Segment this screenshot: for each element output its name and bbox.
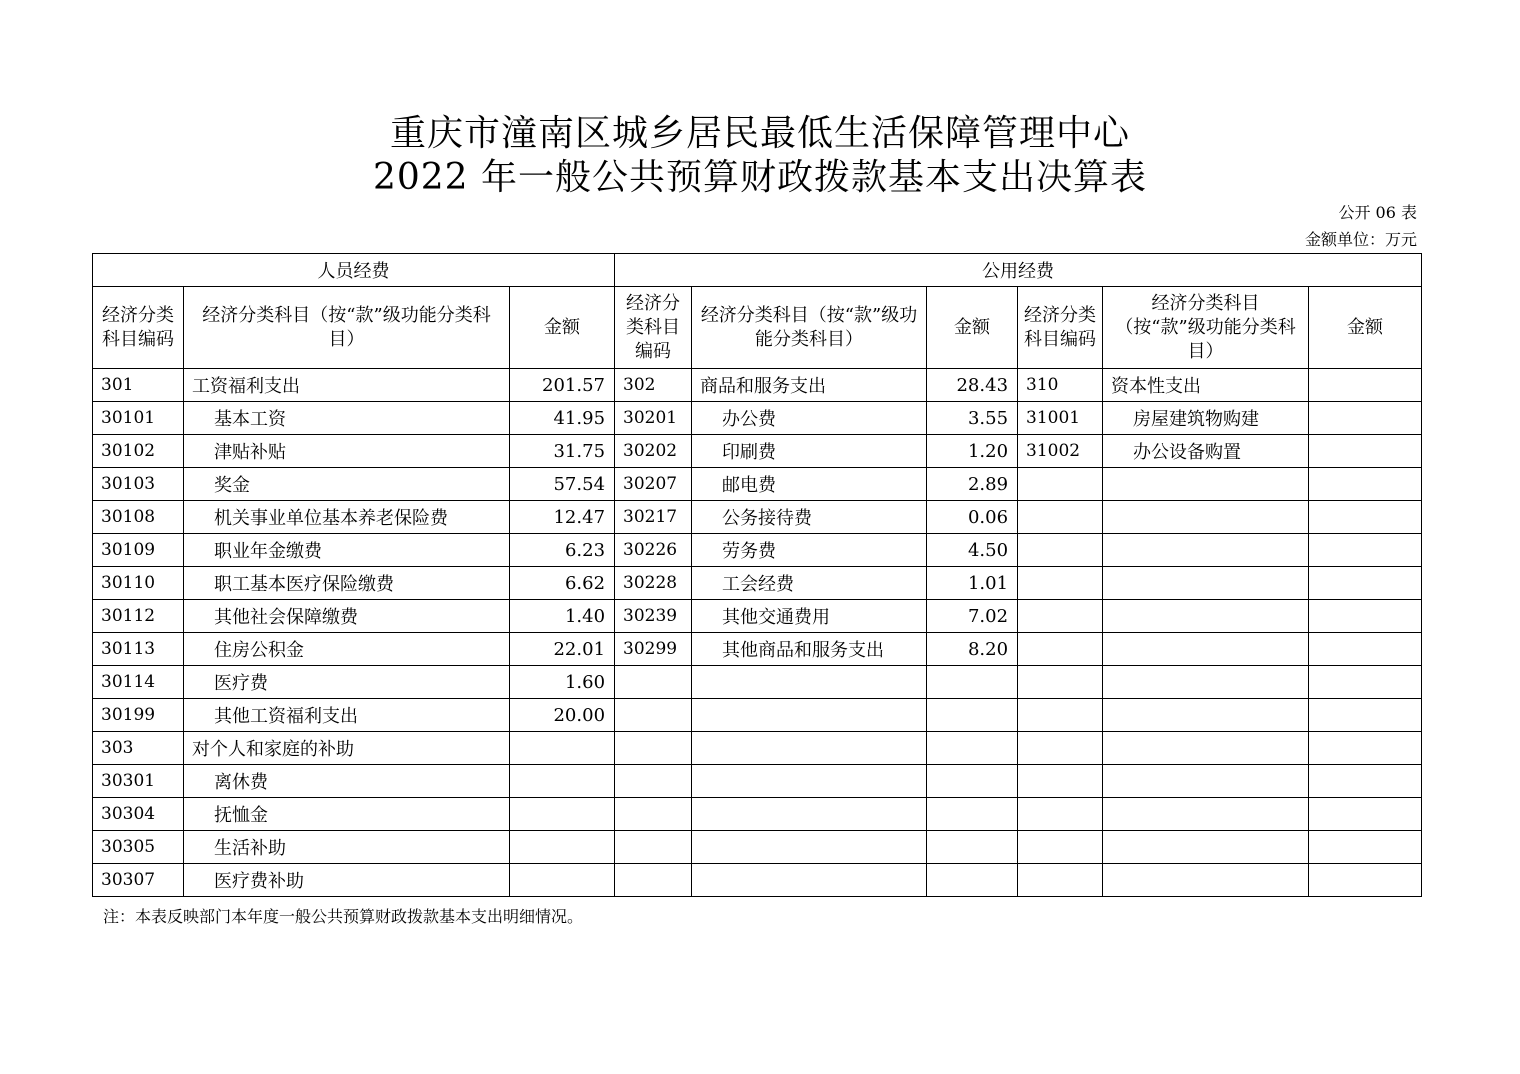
item-cell: 职工基本医疗保险缴费 [184,567,510,600]
col-header-code: 经济分类科目编码 [615,287,692,369]
item-cell: 对个人和家庭的补助 [184,732,510,765]
item-cell: 房屋建筑物购建 [1103,402,1309,435]
code-cell: 30101 [93,402,184,435]
item-cell: 邮电费 [692,468,927,501]
amount-cell: 0.06 [927,501,1018,534]
amount-cell [927,831,1018,864]
amount-cell [1309,501,1422,534]
amount-cell [1309,699,1422,732]
table-row [93,666,1422,699]
item-cell [1103,501,1309,534]
item-cell [692,864,927,897]
code-cell [1018,633,1103,666]
amount-cell [1309,765,1422,798]
item-cell [692,765,927,798]
amount-cell [1309,468,1422,501]
amount-cell [927,666,1018,699]
col-header-item: 经济分类科目（按“款”级功能分类科目） [1103,287,1309,369]
table-row [93,501,1422,534]
item-cell [1103,600,1309,633]
amount-cell: 1.40 [510,600,615,633]
item-cell: 办公设备购置 [1103,435,1309,468]
code-cell: 30108 [93,501,184,534]
item-cell: 基本工资 [184,402,510,435]
code-cell: 31001 [1018,402,1103,435]
code-cell: 30110 [93,567,184,600]
item-cell: 其他交通费用 [692,600,927,633]
table-row [93,435,1422,468]
col-header-code: 经济分类科目编码 [1018,287,1103,369]
amount-cell: 201.57 [510,369,615,402]
code-cell: 30299 [615,633,692,666]
amount-cell [1309,666,1422,699]
amount-cell: 31.75 [510,435,615,468]
code-cell [1018,501,1103,534]
code-cell: 30226 [615,534,692,567]
amount-cell: 7.02 [927,600,1018,633]
table-row [93,798,1422,831]
group-header-public: 公用经费 [615,254,1422,287]
amount-cell [1309,831,1422,864]
table-row [93,369,1422,402]
code-cell: 302 [615,369,692,402]
code-cell [1018,666,1103,699]
budget-table [92,253,1422,897]
item-cell: 职业年金缴费 [184,534,510,567]
col-header-code: 经济分类科目编码 [93,287,184,369]
amount-cell [927,699,1018,732]
code-cell: 30112 [93,600,184,633]
amount-cell [1309,864,1422,897]
document-title-line-1: 重庆市潼南区城乡居民最低生活保障管理中心 [389,113,1130,154]
item-cell: 医疗费补助 [184,864,510,897]
code-cell: 30114 [93,666,184,699]
table-row [93,831,1422,864]
item-cell: 机关事业单位基本养老保险费 [184,501,510,534]
item-cell [692,699,927,732]
table-row [93,534,1422,567]
col-header-amount: 金额 [927,287,1018,369]
item-cell: 工资福利支出 [184,369,510,402]
document-title-line-2: 2022 年一般公共预算财政拨款基本支出决算表 [372,157,1148,198]
code-cell: 30305 [93,831,184,864]
amount-cell [1309,600,1422,633]
code-cell: 31002 [1018,435,1103,468]
item-cell [1103,831,1309,864]
amount-cell [510,864,615,897]
item-cell: 资本性支出 [1103,369,1309,402]
col-header-amount: 金额 [1309,287,1422,369]
item-cell: 医疗费 [184,666,510,699]
item-cell: 商品和服务支出 [692,369,927,402]
item-cell: 住房公积金 [184,633,510,666]
code-cell: 30301 [93,765,184,798]
amount-cell [1309,402,1422,435]
amount-cell [1309,798,1422,831]
item-cell: 劳务费 [692,534,927,567]
amount-cell: 57.54 [510,468,615,501]
code-cell [1018,831,1103,864]
code-cell: 30207 [615,468,692,501]
code-cell [615,732,692,765]
amount-cell [1309,633,1422,666]
table-row [93,765,1422,798]
code-cell [1018,798,1103,831]
item-cell: 离休费 [184,765,510,798]
amount-cell [927,864,1018,897]
item-cell [1103,633,1309,666]
amount-cell [1309,567,1422,600]
item-cell [692,732,927,765]
amount-cell: 41.95 [510,402,615,435]
code-cell [1018,534,1103,567]
code-cell: 303 [93,732,184,765]
amount-cell [510,732,615,765]
item-cell: 其他社会保障缴费 [184,600,510,633]
amount-cell [510,765,615,798]
code-cell: 310 [1018,369,1103,402]
code-cell [1018,765,1103,798]
column-header-row [93,287,1422,369]
footnote: 注：本表反映部门本年度一般公共预算财政拨款基本支出明细情况。 [103,907,584,926]
table-row [93,699,1422,732]
amount-cell: 28.43 [927,369,1018,402]
code-cell [1018,468,1103,501]
item-cell [692,666,927,699]
amount-cell [510,798,615,831]
item-cell [1103,864,1309,897]
item-cell [1103,666,1309,699]
group-header-row [93,254,1422,287]
code-cell: 30102 [93,435,184,468]
amount-cell [1309,534,1422,567]
code-cell [1018,699,1103,732]
group-header-personnel: 人员经费 [93,254,615,287]
code-cell [615,666,692,699]
amount-cell: 22.01 [510,633,615,666]
item-cell [1103,765,1309,798]
code-cell [615,699,692,732]
item-cell [1103,567,1309,600]
item-cell [1103,798,1309,831]
amount-cell: 1.01 [927,567,1018,600]
table-row [93,468,1422,501]
item-cell: 奖金 [184,468,510,501]
amount-cell: 6.23 [510,534,615,567]
code-cell [615,765,692,798]
table-row [93,402,1422,435]
table-row [93,600,1422,633]
table-number: 公开 06 表 [1338,203,1417,222]
code-cell: 30228 [615,567,692,600]
code-cell [1018,732,1103,765]
amount-cell [1309,732,1422,765]
code-cell: 301 [93,369,184,402]
table-body [93,369,1422,897]
item-cell: 公务接待费 [692,501,927,534]
amount-cell: 3.55 [927,402,1018,435]
item-cell: 生活补助 [184,831,510,864]
item-cell: 津贴补贴 [184,435,510,468]
code-cell: 30304 [93,798,184,831]
code-cell [1018,864,1103,897]
amount-cell: 2.89 [927,468,1018,501]
code-cell: 30202 [615,435,692,468]
code-cell: 30113 [93,633,184,666]
amount-cell: 1.20 [927,435,1018,468]
item-cell [1103,732,1309,765]
code-cell: 30307 [93,864,184,897]
amount-unit: 金额单位：万元 [1304,230,1417,249]
item-cell: 其他商品和服务支出 [692,633,927,666]
item-cell [1103,699,1309,732]
col-header-item: 经济分类科目（按“款”级功能分类科目） [184,287,510,369]
amount-cell [927,765,1018,798]
table-row [93,567,1422,600]
amount-cell: 12.47 [510,501,615,534]
amount-cell: 1.60 [510,666,615,699]
item-cell [692,798,927,831]
item-cell [1103,534,1309,567]
code-cell [1018,600,1103,633]
code-cell: 30201 [615,402,692,435]
code-cell [615,831,692,864]
item-cell: 办公费 [692,402,927,435]
table-row [93,732,1422,765]
amount-cell: 8.20 [927,633,1018,666]
item-cell: 印刷费 [692,435,927,468]
amount-cell: 20.00 [510,699,615,732]
col-header-amount: 金额 [510,287,615,369]
item-cell: 抚恤金 [184,798,510,831]
item-cell [692,831,927,864]
table-row [93,633,1422,666]
code-cell: 30239 [615,600,692,633]
amount-cell [1309,369,1422,402]
code-cell: 30217 [615,501,692,534]
amount-cell [1309,435,1422,468]
col-header-item: 经济分类科目（按“款”级功能分类科目） [692,287,927,369]
table-row [93,864,1422,897]
code-cell: 30103 [93,468,184,501]
item-cell [1103,468,1309,501]
code-cell [1018,567,1103,600]
amount-cell [510,831,615,864]
amount-cell: 4.50 [927,534,1018,567]
item-cell: 工会经费 [692,567,927,600]
item-cell: 其他工资福利支出 [184,699,510,732]
code-cell [615,864,692,897]
code-cell: 30109 [93,534,184,567]
code-cell: 30199 [93,699,184,732]
code-cell [615,798,692,831]
amount-cell: 6.62 [510,567,615,600]
amount-cell [927,798,1018,831]
amount-cell [927,732,1018,765]
